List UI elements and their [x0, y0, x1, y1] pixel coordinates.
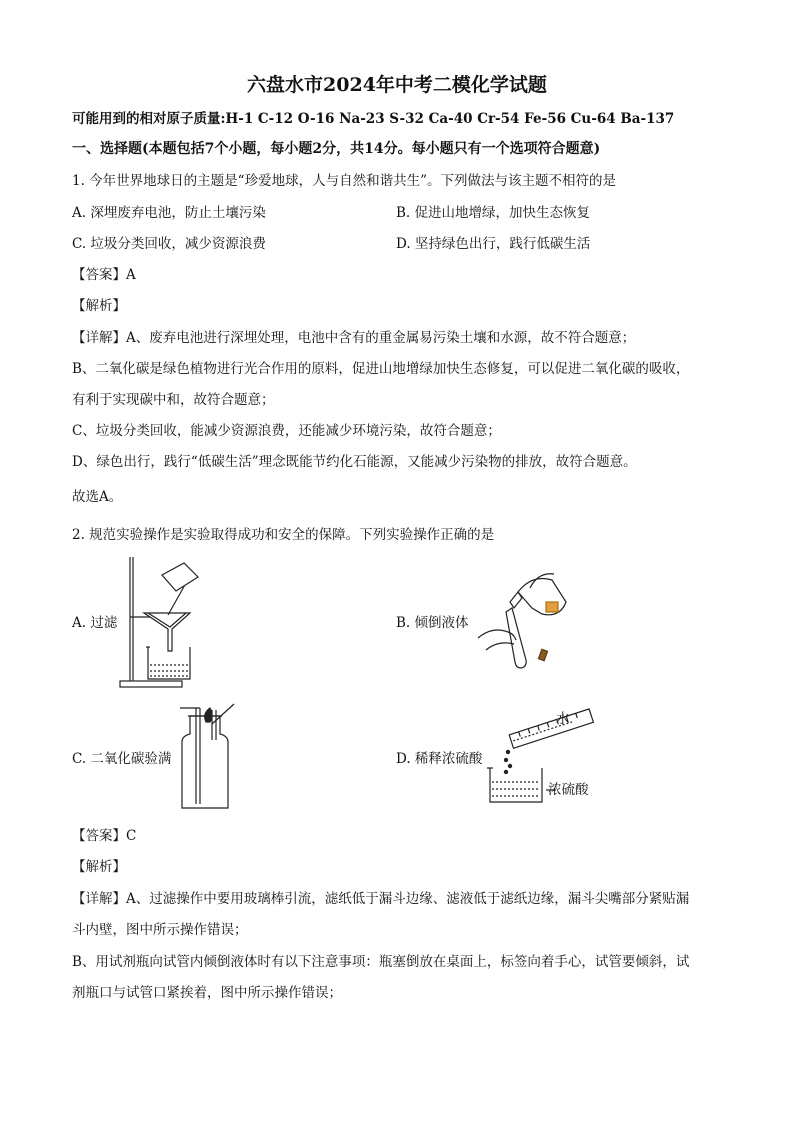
q2-detail-1a: 【详解】A、过滤操作中要用玻璃棒引流，滤纸低于漏斗边缘、滤液低于滤纸边缘，漏斗尖嘴部分紧贴漏: [72, 891, 690, 907]
filtration-apparatus-figure: [110, 555, 210, 695]
q1-analysis-label: 【解析】: [72, 298, 126, 314]
q2-analysis-label: 【解析】: [72, 859, 126, 875]
section-heading: 一、选择题(本题包括7个小题，每小题2分，共14分。每小题只有一个选项符合题意): [72, 141, 601, 157]
water-label: 水: [556, 711, 570, 727]
q1-option-d: D. 坚持绿色出行，践行低碳生活: [396, 236, 591, 252]
page-title: 六盘水市2024年中考二模化学试题: [247, 74, 547, 96]
sulfuric-acid-label: 浓硫酸: [548, 782, 589, 798]
q1-stem: 1. 今年世界地球日的主题是“珍爱地球，人与自然和谐共生”。下列做法与该主题不相符的是: [72, 173, 616, 189]
q2-detail-2a: B、用试剂瓶向试管内倾倒液体时有以下注意事项：瓶塞倒放在桌面上，标签向着手心，试管要倾斜，试: [72, 954, 690, 970]
q2-option-d: D. 稀释浓硫酸: [396, 751, 483, 767]
q2-answer: 【答案】C: [72, 828, 137, 844]
q2-detail-2b: 剂瓶口与试管口紧挨着，图中所示操作错误；: [72, 985, 342, 1001]
pouring-liquid-figure: [474, 568, 574, 673]
q2-option-a: A. 过滤: [72, 615, 118, 631]
q1-option-c: C. 垃圾分类回收，减少资源浪费: [72, 236, 266, 252]
q2-option-c: C. 二氧化碳验满: [72, 751, 172, 767]
q2-detail-1b: 斗内壁，图中所示操作错误；: [72, 922, 248, 938]
q2-stem: 2. 规范实验操作是实验取得成功和安全的保障。下列实验操作正确的是: [72, 527, 495, 543]
q1-option-a: A. 深埋废弃电池，防止土壤污染: [72, 205, 266, 221]
co2-gas-bottle-figure: [172, 700, 246, 812]
q1-detail-4: D、绿色出行，践行“低碳生活”理念既能节约化石能源，又能减少污染物的排放，故符合题意。: [72, 454, 637, 470]
q1-option-b: B. 促进山地增绿，加快生态恢复: [396, 205, 591, 221]
q1-answer: 【答案】A: [72, 267, 136, 283]
atomic-mass-line: 可能用到的相对原子质量:H-1 C-12 O-16 Na-23 S-32 Ca-40 Cr-54 Fe-56 Cu-64 Ba-137: [72, 111, 675, 127]
q2-option-b: B. 倾倒液体: [396, 615, 469, 631]
q1-detail-2b: 有利于实现碳中和，故符合题意；: [72, 392, 275, 408]
q1-conclusion: 故选A。: [72, 489, 123, 505]
q1-detail-3: C、垃圾分类回收，能减少资源浪费，还能减少环境污染，故符合题意；: [72, 423, 501, 439]
q1-detail-1: 【详解】A、废弃电池进行深埋处理，电池中含有的重金属易污染土壤和水源，故不符合题意；: [72, 330, 636, 346]
q1-detail-2a: B、二氧化碳是绿色植物进行光合作用的原料，促进山地增绿加快生态修复，可以促进二氧化碳的吸收，: [72, 361, 690, 377]
